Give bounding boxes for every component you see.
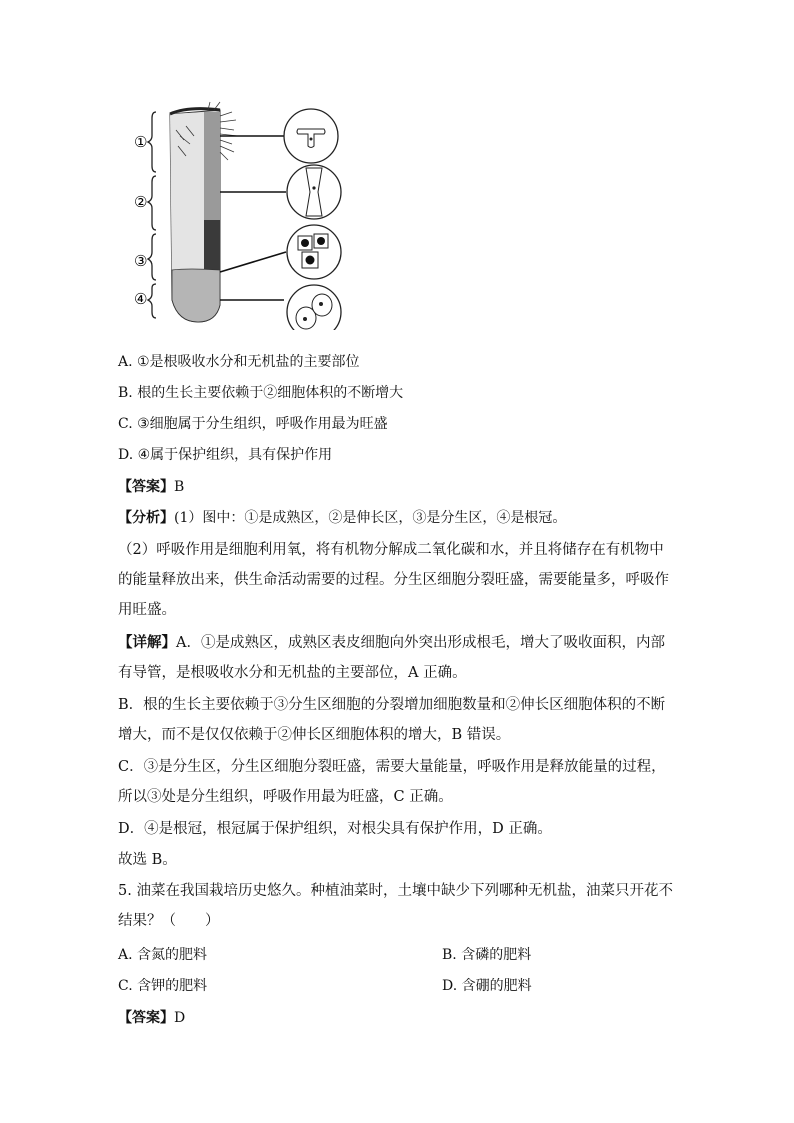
- label-3: ③: [134, 252, 148, 270]
- q5-option-c: C. 含钾的肥料: [118, 978, 208, 994]
- analysis-p1: (1）图中：①是成熟区，②是伸长区，③是分生区，④是根冠。: [174, 510, 567, 526]
- answer-value-2: D: [174, 1010, 186, 1026]
- analysis-tag: 【分析】: [118, 510, 174, 526]
- option-c: C. ③细胞属于分生组织，呼吸作用最为旺盛: [118, 416, 388, 432]
- cell-circle-3: [287, 225, 341, 279]
- option-b: B. 根的生长主要依赖于②细胞体积的不断增大: [118, 385, 404, 401]
- answer-value: B: [174, 479, 185, 495]
- option-d: D. ④属于保护组织，具有保护作用: [118, 447, 333, 463]
- cell-circle-4: [287, 285, 341, 330]
- answer-tag-2: 【答案】: [118, 1010, 174, 1026]
- detail-tag: 【详解】: [118, 634, 176, 651]
- cell-circle-1: [284, 109, 338, 163]
- answer-tag: 【答案】: [118, 479, 174, 495]
- detail-c: C．③是分生区，分生区细胞分裂旺盛，需要大量能量，呼吸作用是释放能量的过程，所以③处是分生组织，呼吸作用最为旺盛，C 正确。: [118, 759, 666, 805]
- q5-option-b: B. 含磷的肥料: [442, 947, 532, 963]
- q5-option-a: A. 含氮的肥料: [118, 947, 208, 963]
- answer-line-1: [118, 477, 184, 497]
- question-5-stem: 5. 油菜在我国栽培历史悠久。种植油菜时，土壤中缺少下列哪种无机盐，油菜只开花不结果？（ ）: [118, 883, 673, 929]
- q5-option-d: D. 含硼的肥料: [442, 978, 532, 994]
- detail-conclusion: 故选 B。: [118, 852, 177, 868]
- cell-circle-2: [287, 165, 341, 219]
- detail-a-text: A．①是成熟区，成熟区表皮细胞向外突出形成根毛，增大了吸收面积，内部有导管，是根吸收水分和无机盐的主要部位，A 正确。: [118, 635, 665, 681]
- root-tip-figure: [128, 100, 368, 330]
- root-tip-drawing: [170, 102, 286, 322]
- detail-b: B．根的生长主要依赖于③分生区细胞的分裂增加细胞数量和②伸长区细胞体积的不断增大，而不是仅仅依赖于②伸长区细胞体积的增大，B 错误。: [118, 697, 666, 743]
- analysis-p2: （2）呼吸作用是细胞利用氧，将有机物分解成二氧化碳和水，并且将储存在有机物中的能量释放出来，供生命活动需要的过程。分生区细胞分裂旺盛，需要能量多，呼吸作用旺盛。: [118, 542, 669, 618]
- label-1: ①: [134, 133, 148, 151]
- label-4: ④: [134, 290, 148, 308]
- detail-d: D．④是根冠，根冠属于保护组织，对根尖具有保护作用，D 正确。: [118, 821, 552, 837]
- braces: [148, 112, 156, 318]
- answer-line-2: [118, 1008, 185, 1028]
- analysis-line-1: [118, 508, 566, 528]
- option-a: A. ①是根吸收水分和无机盐的主要部位: [118, 354, 360, 370]
- detail-a: [118, 628, 678, 688]
- label-2: ②: [134, 193, 148, 211]
